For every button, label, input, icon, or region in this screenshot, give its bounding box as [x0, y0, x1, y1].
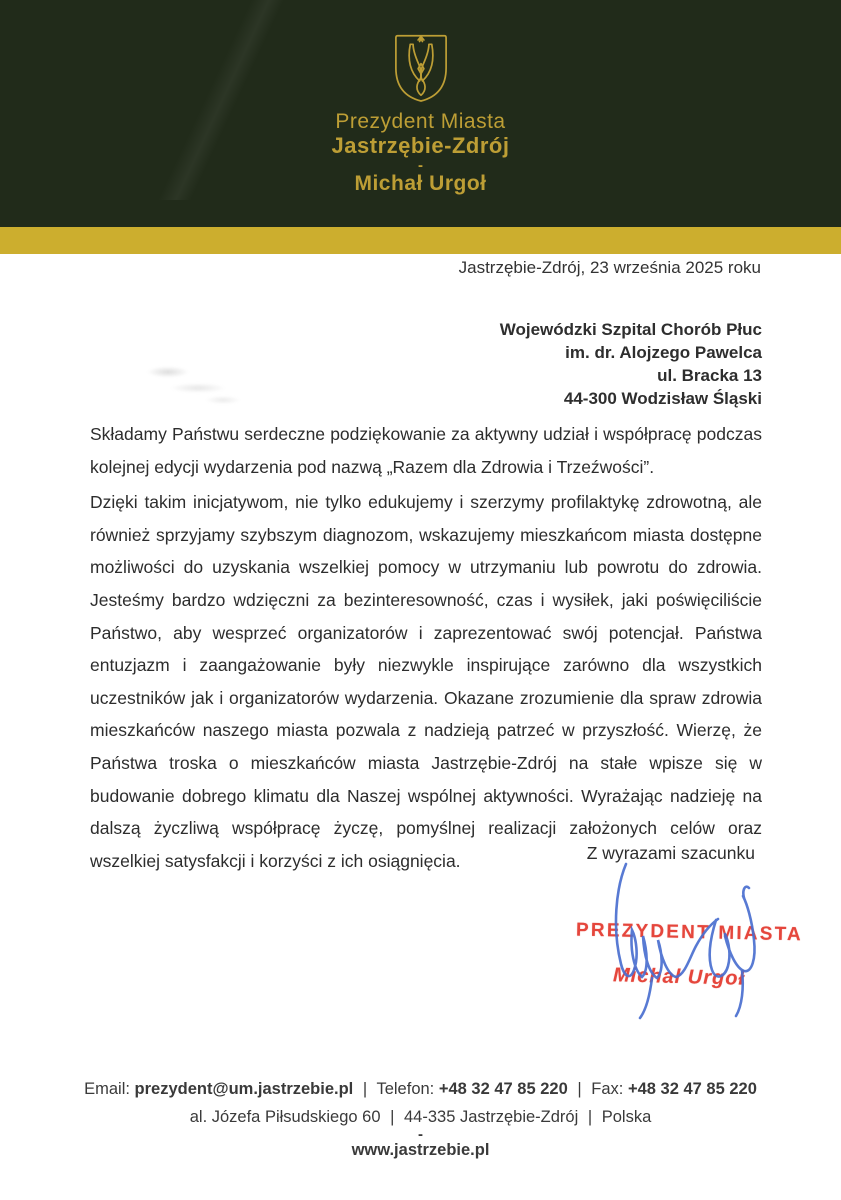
footer-country: Polska [601, 1108, 652, 1126]
footer-separator-bar: | [362, 1080, 368, 1098]
letter-body [90, 418, 762, 877]
letterhead-city-name: Jastrzębie-Zdrój [331, 133, 510, 158]
footer-email-value: prezydent@um.jastrzebie.pl [134, 1080, 354, 1098]
stamp-title: PREZYDENT MIASTA [575, 919, 804, 946]
closing-salutation: Z wyrazami szacunku [586, 843, 755, 863]
footer-fax-value: +48 32 47 85 220 [627, 1080, 757, 1098]
footer-street: al. Józefa Piłsudskiego 60 [189, 1108, 381, 1126]
footer-email-label: Email: [84, 1080, 130, 1098]
footer-address-line [0, 1108, 841, 1127]
scan-smudge-artifact [138, 356, 248, 404]
handwritten-signature [592, 858, 770, 1026]
footer-phone-label: Telefon: [376, 1080, 435, 1098]
footer-separator-bar: | [577, 1080, 582, 1098]
recipient-line: 44-300 Wodzisław Śląski [563, 389, 762, 408]
date-line: Jastrzębie-Zdrój, 23 września 2025 roku [458, 258, 761, 277]
footer-website: www.jastrzebie.pl [351, 1141, 490, 1159]
recipient-line: im. dr. Alojzego Pawelca [565, 343, 762, 362]
footer-dash-separator: - [418, 1126, 423, 1143]
footer-separator-bar: | [587, 1108, 593, 1126]
letterhead-yellow-band [0, 227, 841, 254]
body-paragraph: Składamy Państwu serdeczne podziękowanie za aktywny udział i współpracę podczas kolejnej edycji wydarzenia pod nazwą „Razem dla Zdrowia i Trzeźwości”. [90, 424, 762, 477]
footer-phone-value: +48 32 47 85 220 [438, 1080, 568, 1098]
footer-fax-label: Fax: [591, 1080, 624, 1098]
body-paragraph: Dzięki takim inicjatywom, nie tylko edukujemy i szerzymy profilaktykę zdrowotną, ale również sprzyjamy szybszym diagnozom, wskazujemy mieszkańcom miasta dostępne możliwości do uzyskania wszelkiej pomocy w utrzymaniu lub powrotu do zdrowia. Jesteśmy bardzo wdzięczni za bezinteresowność, czas i wysiłek, jaki poświęciliście Państwo, aby wesprzeć organizatorów i zaprezentować swój potencjał. Państwa entuzjazm i zaangażowanie były niezwykle inspirujące zarówno dla wszystkich uczestników jak i organizatorów wydarzenia. Okazane zrozumienie dla spraw zdrowia mieszkańców naszego miasta pozwala z nadzieją patrzeć w przyszłość. Wierzę, że Państwa troska o mieszkańców miasta Jastrzębie-Zdrój na stałe wpisze się w budowanie dobrego klimatu dla Naszej wspólnej aktywności. Wyrażając nadzieję na dalszą życzliwą współpracę życzę, pomyślnej realizacji założonych celów oraz wszelkiej satysfakcji i korzyści z ich osiągnięcia. [90, 492, 762, 871]
letterhead-office-title: Prezydent Miasta [335, 110, 506, 133]
recipient-line: Wojewódzki Szpital Chorób Płuc [499, 320, 762, 339]
city-crest-icon [388, 30, 454, 106]
letterhead-mayor-name: Michał Urgoł [354, 172, 487, 195]
footer-city: 44-335 Jastrzębie-Zdrój [404, 1108, 579, 1126]
recipient-line: ul. Bracka 13 [657, 366, 762, 385]
stamp-mayor-name: Michał Urgoł [612, 964, 746, 990]
recipient-address [500, 318, 762, 410]
footer-contact-line [0, 1080, 841, 1099]
footer-separator-bar: | [390, 1108, 395, 1126]
letterhead-separator: - [418, 157, 423, 174]
